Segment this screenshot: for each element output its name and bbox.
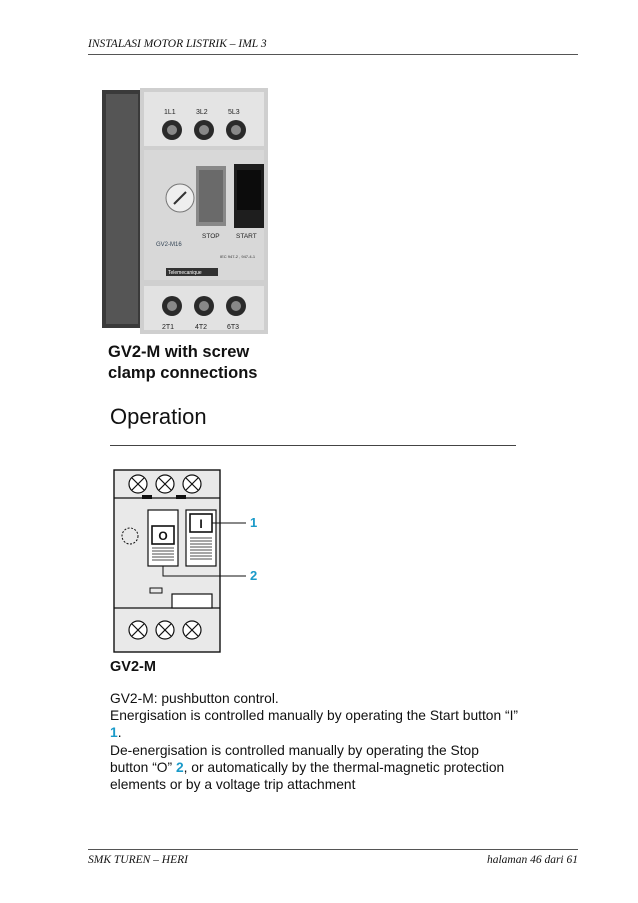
section-title: Operation [110,404,207,429]
diagram-caption: GV2-M [110,659,156,675]
callout-1: 1 [250,515,258,530]
spec-label: IEC 947-2 , 947-4-1 [220,254,256,259]
text-span: . [117,725,122,741]
bottom-terminal-label: 2T1 [162,324,175,331]
ref-2: 2 [175,759,184,775]
bottom-terminal-label: 4T2 [195,324,208,331]
text-span: De-energisation is controlled manually by operating the Stop button “O” [110,742,479,775]
header-rule [88,54,578,55]
stop-label: STOP [202,233,220,240]
footer-rule [88,849,578,850]
operation-description [110,690,520,793]
brand-label: Telemecanique [168,270,202,276]
photo-caption: GV2-M with screw clamp connections [108,343,258,382]
button-o-label: O [158,529,168,543]
top-terminal-label: 1L1 [164,109,176,116]
gv2-m-product-photo [100,86,272,338]
button-i-label: I [199,517,203,531]
callout-2: 2 [250,568,258,583]
paragraph-pushbutton: GV2-M: pushbutton control. [110,691,279,706]
paragraph-energisation [110,707,520,741]
top-terminal-label: 3L2 [196,109,208,116]
page-header-title: INSTALASI MOTOR LISTRIK – IML 3 [88,38,267,50]
bottom-terminal-label: 6T3 [227,324,240,331]
footer-left: SMK TUREN – HERI [88,854,188,866]
model-label: GV2-M16 [156,242,182,248]
section-rule [110,445,516,446]
ref-1: 1 [110,725,118,741]
footer-page-number: halaman 46 dari 61 [486,854,578,866]
text-span: Energisation is controlled manually by operating the Start button “I” [110,708,518,724]
paragraph-de-energisation [110,742,520,794]
top-terminal-label: 5L3 [228,109,240,116]
start-label: START [236,233,257,240]
gv2-m-diagram [110,464,270,660]
text-span: , or automatically by the thermal-magnetic protection elements or by a voltage trip attachment [110,759,505,793]
